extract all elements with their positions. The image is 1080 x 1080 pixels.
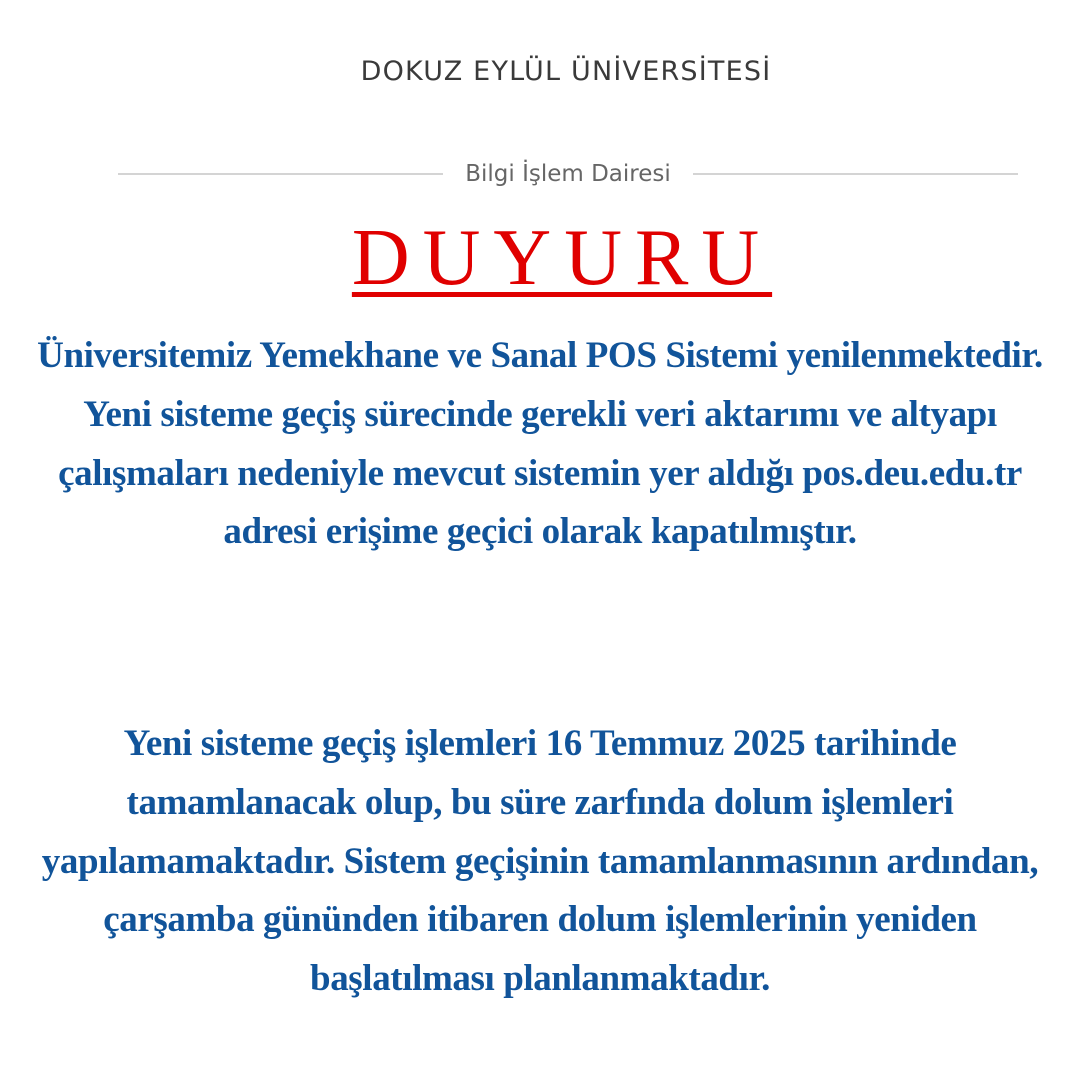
announcement-paragraph-2: Yeni sisteme geçiş işlemleri 16 Temmuz 2025 tarihinde tamamlanacak olup, bu süre zarfında dolum işlemleri yapılamamaktadır. Sistem geçişinin tamamlanmasının ardından, çarşamba gününden itibaren dolum işlemlerinin yeniden başlatılması planlanmaktadır. bbox=[41, 723, 1039, 1000]
divider-line-right bbox=[693, 173, 1018, 175]
university-name: DOKUZ EYLÜL ÜNİVERSİTESİ bbox=[360, 56, 772, 87]
department-name: Bilgi İşlem Dairesi bbox=[465, 161, 671, 187]
announcement-title bbox=[0, 214, 1080, 302]
announcement-paragraph-1: Üniversitemiz Yemekhane ve Sanal POS Sistemi yenilenmektedir. Yeni sisteme geçiş sürecinde gerekli veri aktarımı ve altyapı çalışmaları nedeniyle mevcut sistemin yer aldığı pos.deu.edu.tr adresi erişime geçici olarak kapatılmıştır. bbox=[37, 335, 1043, 553]
announcement-title-text: DUYURU bbox=[351, 214, 773, 302]
divider-line-left bbox=[118, 173, 443, 175]
department-divider bbox=[118, 157, 1018, 191]
